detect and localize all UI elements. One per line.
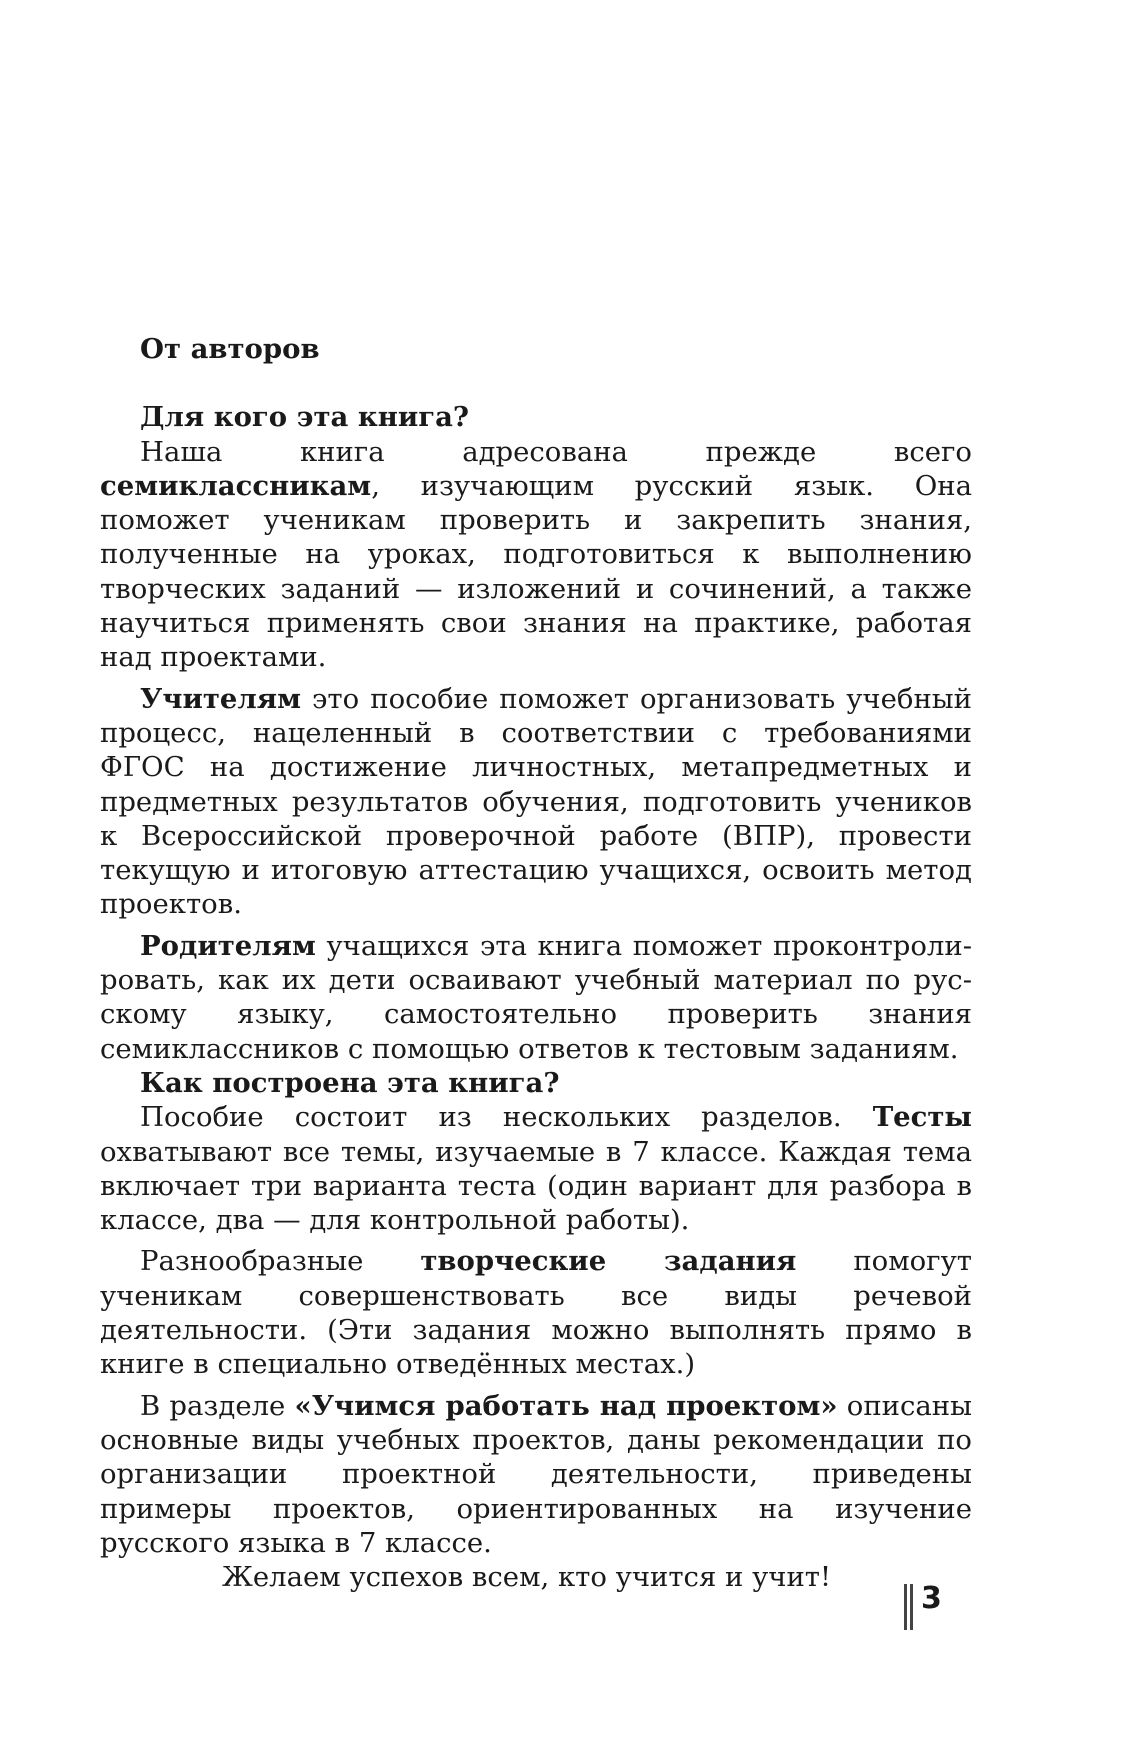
paragraph-tests-text-2: охватывают все темы, изучаемые в 7 классе. Каждая тема включает три варианта теста (один вариант для разбора в классе, два — для контрольной работы). [100, 1135, 972, 1237]
paragraph-tests-text-1: Пособие состоит из нескольких разделов. [140, 1101, 873, 1134]
page-bar-left [904, 1584, 907, 1630]
paragraph-teachers [100, 682, 972, 922]
paragraph-projects-text-1: В разделе [140, 1389, 295, 1422]
closing-line [100, 1560, 972, 1594]
heading-for-whom [100, 400, 972, 434]
heading-structure [100, 1066, 972, 1100]
paragraph-projects-text-2: описаны основные виды учебных проектов, даны рекомендации по организации проектной деятельности, приведены примеры проектов, ориентированных на изучение русского языка в 7 классе. [100, 1389, 973, 1559]
paragraph-students-text-2: , изучающим русский язык. Она поможет ученикам проверить и закрепить знания, полученные на уроках, подготовиться к выполнению творческих заданий — изложений и сочинений, а также научиться применять свои знания на практике, работая над проектами. [100, 469, 972, 674]
paragraph-students-text-1: Наша книга адресована прежде всего [140, 435, 972, 468]
paragraph-creative-text-2: помогут ученикам совершенствовать все виды речевой деятельности. (Эти задания можно выполнять прямо в книге в специально отведённых местах.) [100, 1245, 972, 1381]
heading-for-whom-text: Для кого эта книга? [140, 401, 470, 434]
paragraph-projects [100, 1389, 972, 1560]
section-title [100, 332, 972, 366]
heading-structure-text: Как построена эта книга? [140, 1066, 560, 1099]
paragraph-creative [100, 1244, 972, 1381]
bold-students: семиклассникам [100, 469, 372, 502]
page-number: 3 [921, 1581, 942, 1616]
bold-creative: творческие задания [420, 1245, 797, 1278]
closing-line-text: Желаем успехов всем, кто учится и учит! [222, 1561, 832, 1594]
page-number-marker [904, 1581, 964, 1634]
section-title-text: От авторов [140, 333, 320, 365]
bold-teachers: Учителям [140, 682, 301, 715]
page-bar-right [910, 1584, 913, 1630]
paragraph-students [100, 435, 972, 675]
paragraph-parents [100, 929, 972, 1066]
bold-tests: Тесты [872, 1101, 972, 1134]
paragraph-teachers-text: это пособие поможет организовать учебный процесс, нацеленный в соответствии с требованиями ФГОС на достижение личностных, метапредметных и предметных результатов обучения, подготовить учеников к Всероссийской проверочной работе (ВПР), провести текущую и итоговую аттестацию учащихся, освоить метод проектов. [100, 682, 972, 921]
paragraph-parents-text: учащихся эта книга поможет проконтролировать, как их дети осваивают учебный материал по русскому языку, самостоятельно проверить знания семиклассников с помощью ответов к тестовым заданиям. [100, 929, 972, 1065]
bold-projects: «Учимся работать над проектом» [294, 1389, 838, 1422]
preface-text [100, 332, 972, 1594]
bold-parents: Родителям [140, 929, 316, 962]
paragraph-tests [100, 1100, 972, 1237]
paragraph-creative-text-1: Разнообразные [140, 1245, 421, 1278]
